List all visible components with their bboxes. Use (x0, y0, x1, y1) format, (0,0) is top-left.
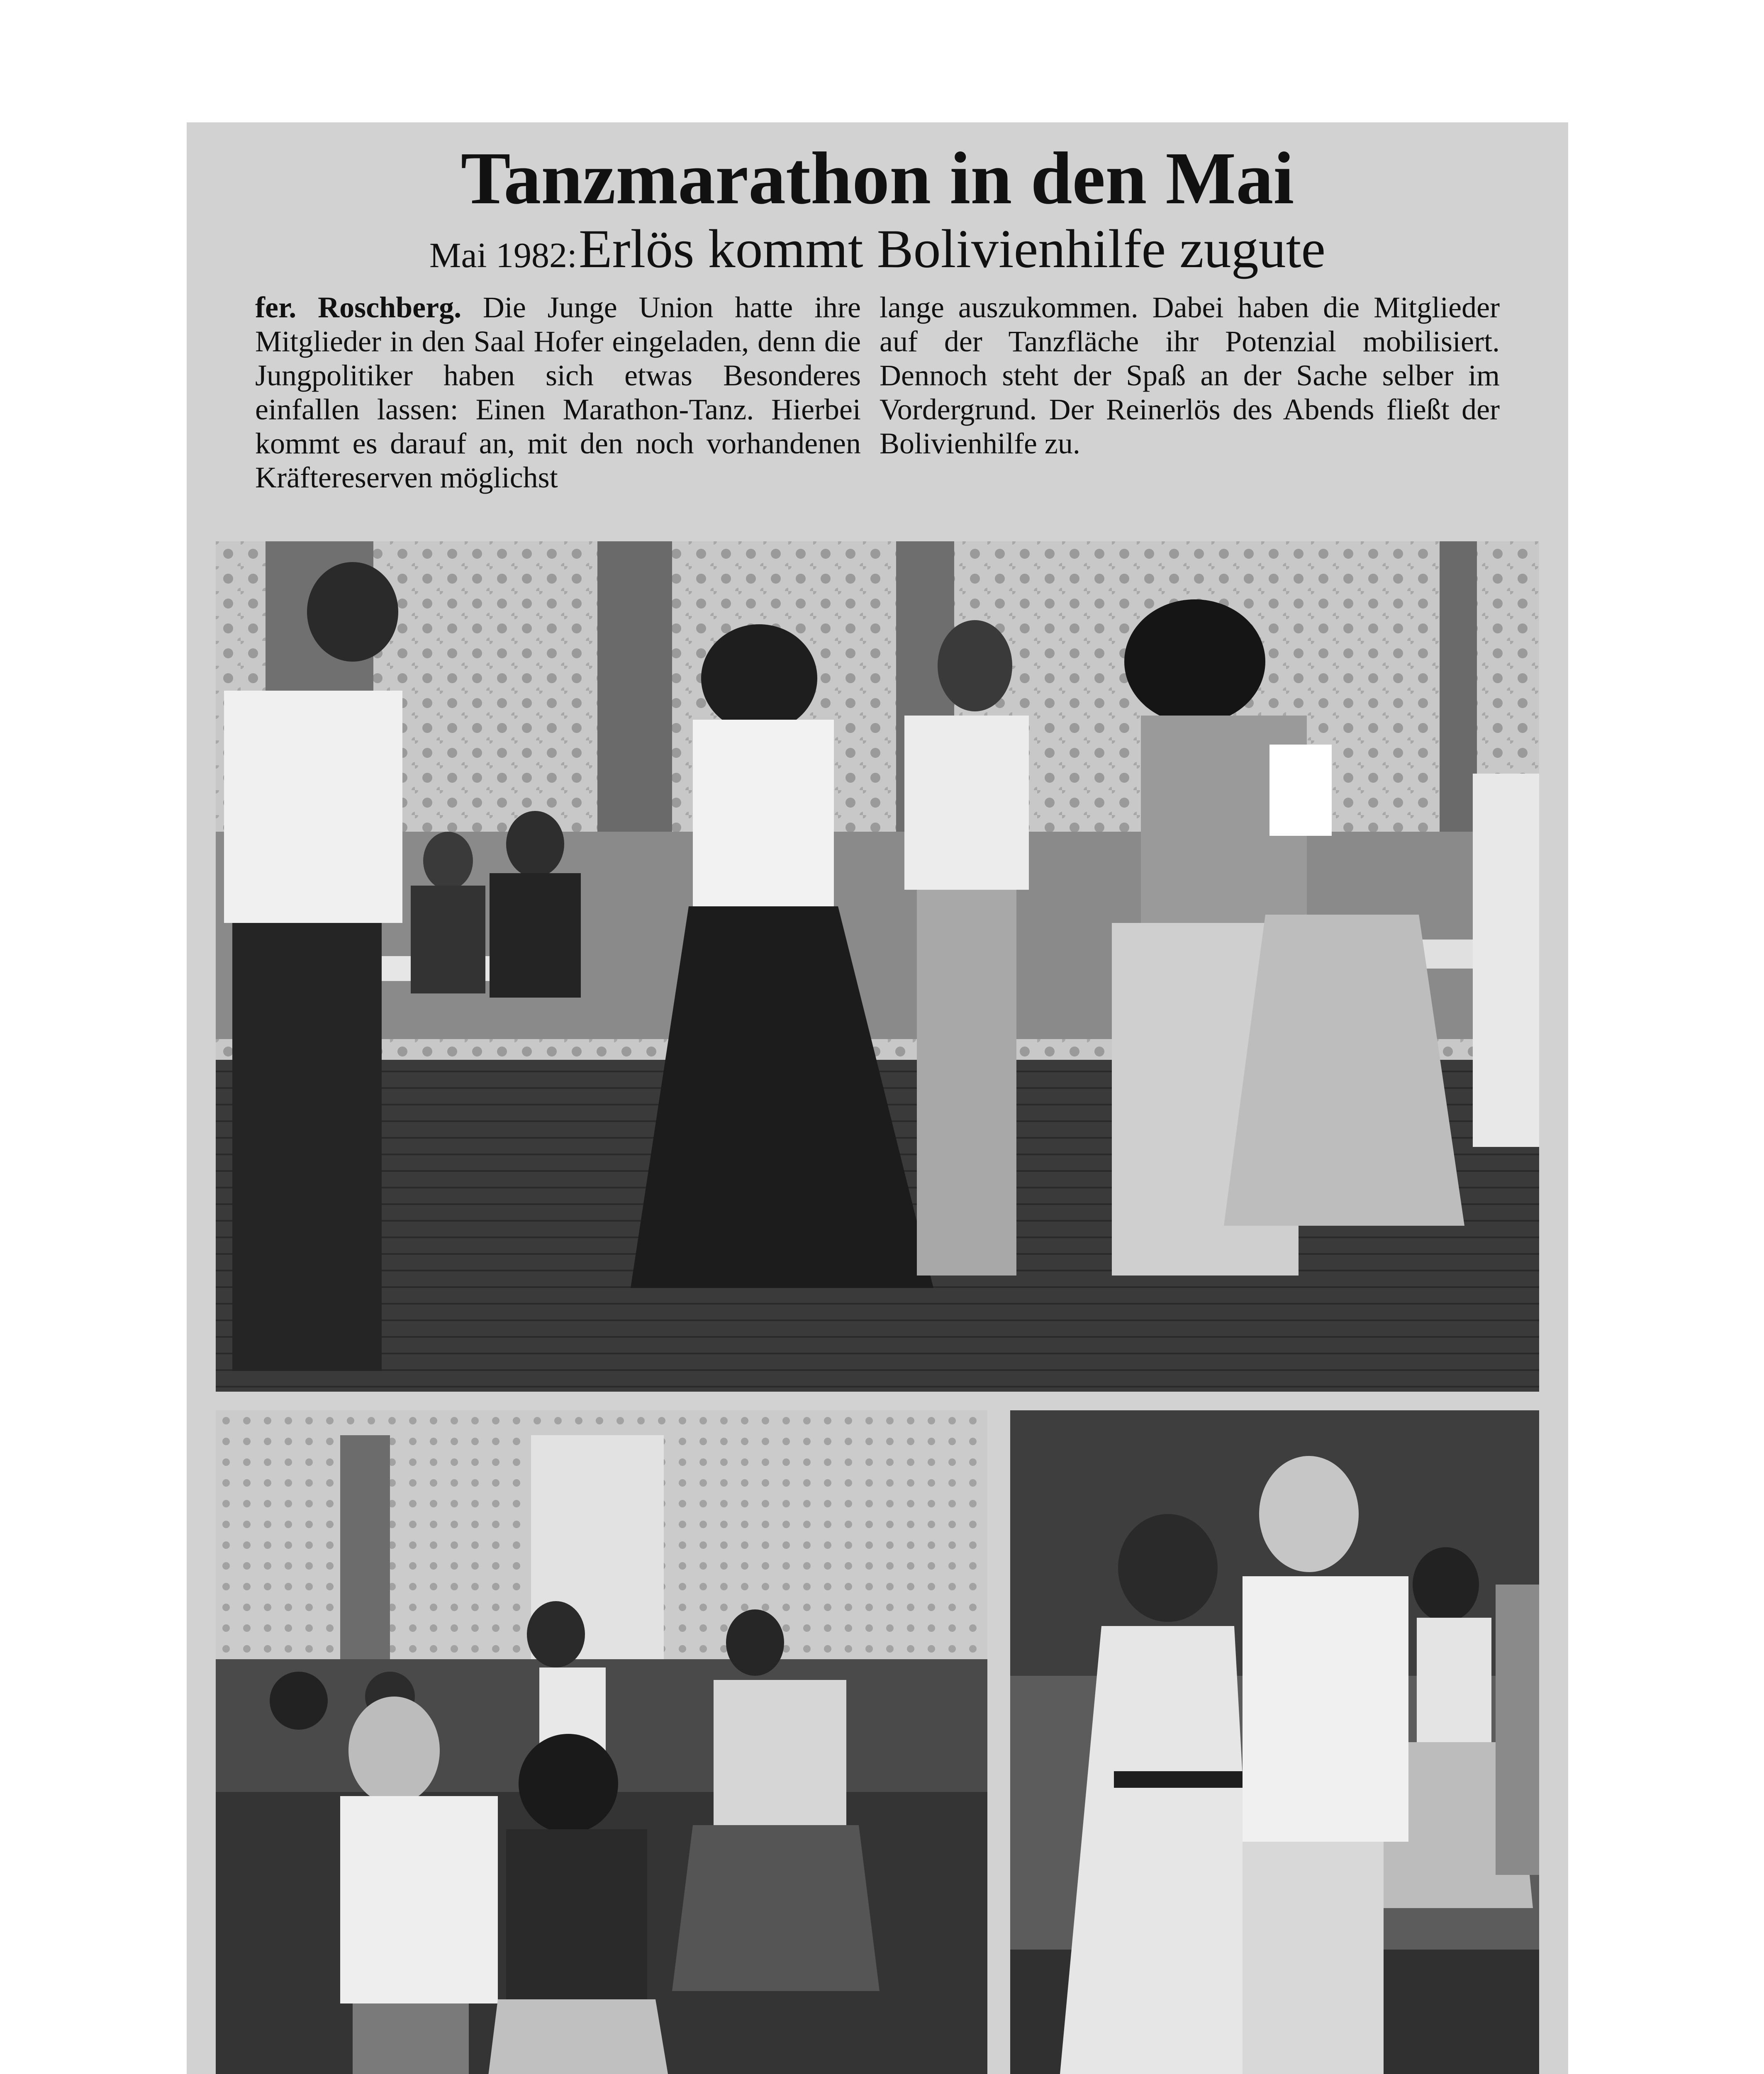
subtitle-date: Mai 1982: (429, 235, 577, 275)
photo-main-image (216, 541, 1539, 1392)
photo-bottom-left-couples (216, 1410, 987, 2074)
subtitle-headline: Erlös kommt Bolivienhilfe zugute (578, 218, 1325, 279)
photo-bottom-right-image (1010, 1410, 1539, 2074)
article-column-right (880, 290, 1500, 460)
body-text-right: lange auszukommen. Dabei haben die Mitglieder auf der Tanzfläche ihr Potenzial mobilisiert. Dennoch steht der Spaß an der Sache selber im Vordergrund. Der Reinerlös des Abends fließt der Bolivienhilfe zu. (880, 291, 1500, 460)
photo-bottom-right-couple (1010, 1410, 1539, 2074)
article-subtitle (187, 218, 1568, 297)
photo-bottom-left-image (216, 1410, 987, 2074)
photo-main-dancers (216, 541, 1539, 1392)
body-text-left: Die Junge Union hatte ihre Mitglieder in den Saal Hofer eingeladen, denn die Jungpolitiker haben sich etwas Besonderes einfallen lassen: Einen Marathon-Tanz. Hierbei kommt es darauf an, mit den noch vorhandenen Kräftereserven möglichst (255, 291, 861, 494)
article-column-left (255, 290, 861, 494)
dateline: fer. Roschberg. (255, 291, 483, 324)
article-title: Tanzmarathon in den Mai (460, 137, 1294, 219)
